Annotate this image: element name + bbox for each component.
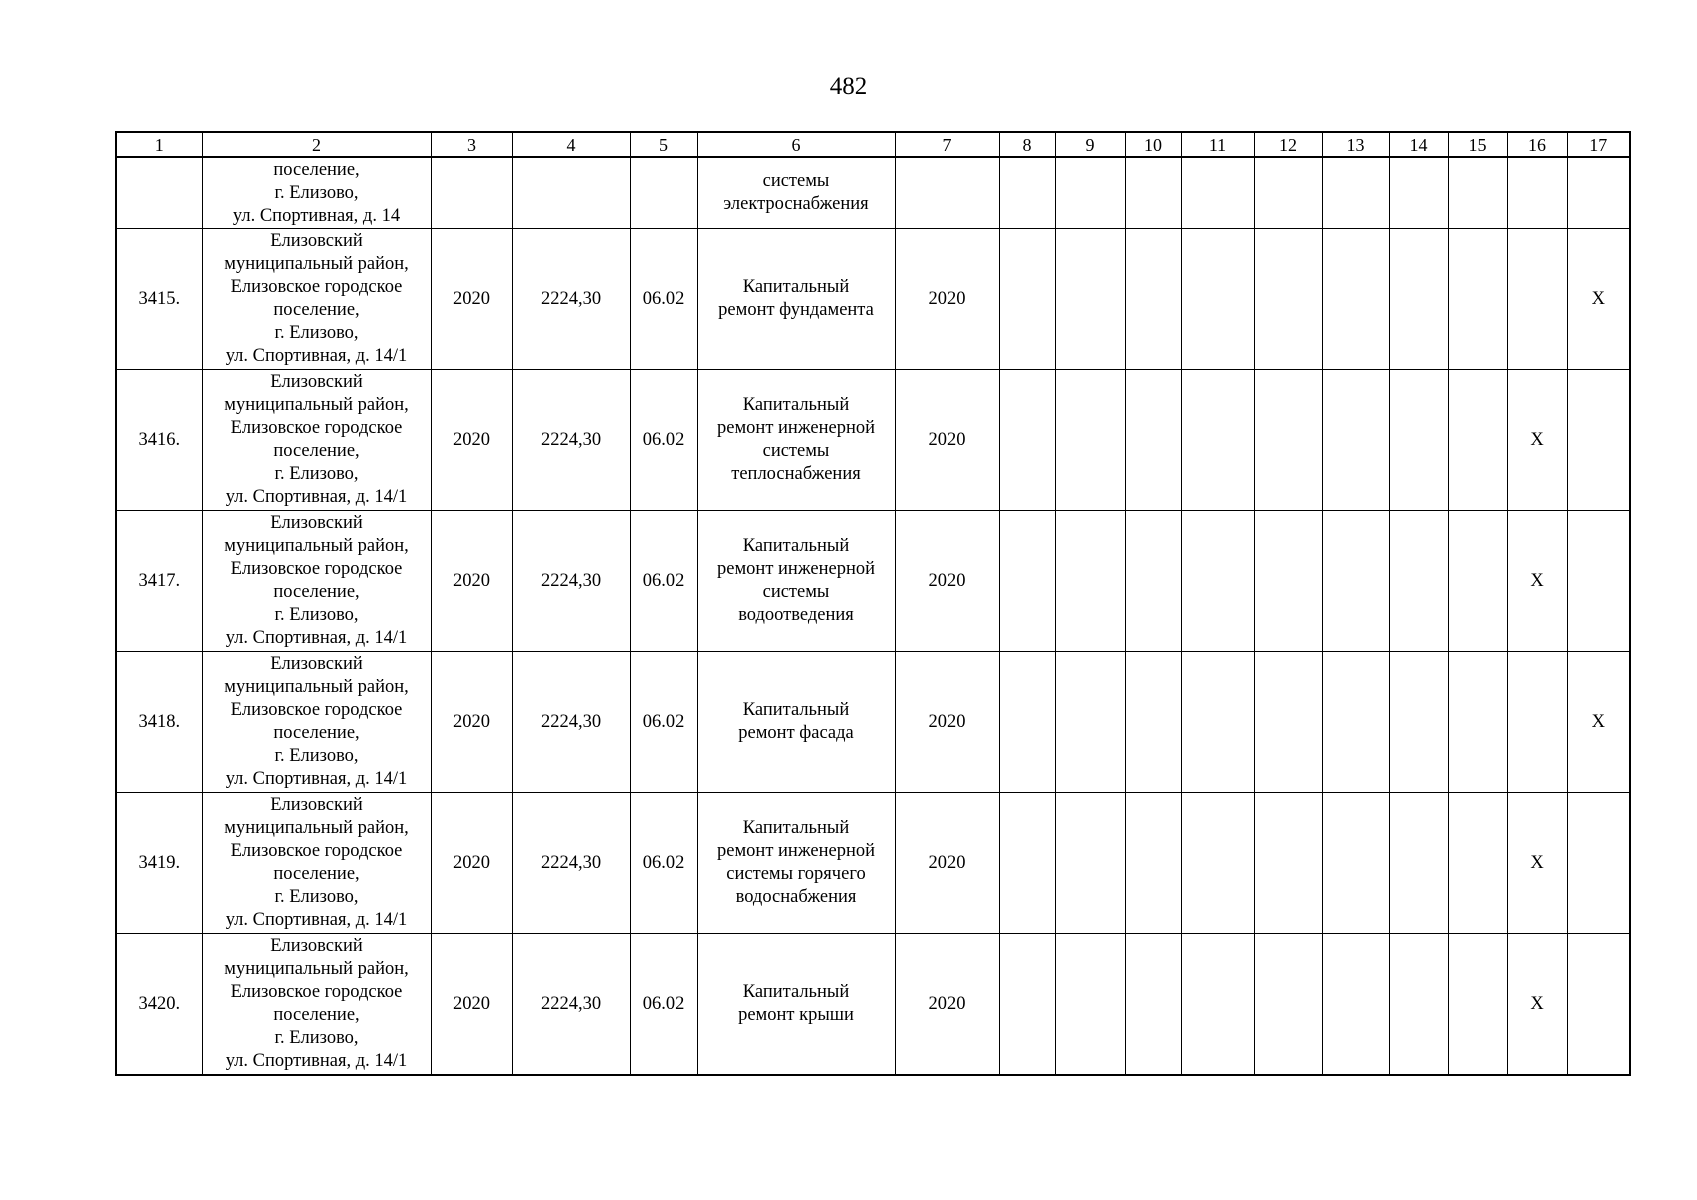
row-number-cell: [116, 157, 202, 229]
empty-cell: [1448, 934, 1507, 1076]
address-cell: Елизовский муниципальный район, Елизовское городское поселение, г. Елизово, ул. Спортивная, д. 14/1: [202, 229, 431, 370]
empty-cell: [999, 793, 1055, 934]
row-number-cell: 3416.: [116, 370, 202, 511]
year-cell: 2020: [431, 934, 512, 1076]
header-cell: 4: [512, 132, 630, 157]
address-cell: поселение, г. Елизово, ул. Спортивная, д. 14: [202, 157, 431, 229]
empty-cell: [1181, 511, 1254, 652]
empty-cell: [1322, 511, 1389, 652]
empty-cell: [1448, 229, 1507, 370]
plan-year-cell: 2020: [895, 511, 999, 652]
row-number-cell: 3418.: [116, 652, 202, 793]
empty-cell: [1389, 370, 1448, 511]
area-cell: 2224,30: [512, 793, 630, 934]
header-cell: 7: [895, 132, 999, 157]
address-cell: Елизовский муниципальный район, Елизовское городское поселение, г. Елизово, ул. Спортивная, д. 14/1: [202, 934, 431, 1076]
empty-cell: [1055, 157, 1125, 229]
continuation-row: [116, 157, 1630, 229]
plan-year-cell: [895, 157, 999, 229]
empty-cell: [1254, 157, 1322, 229]
empty-cell: [999, 157, 1055, 229]
year-cell: [431, 157, 512, 229]
capital-repair-table: [115, 131, 1631, 1076]
empty-cell: [1254, 511, 1322, 652]
empty-cell: [1322, 934, 1389, 1076]
empty-cell: [1389, 793, 1448, 934]
table-row: [116, 229, 1630, 370]
empty-cell: [1055, 934, 1125, 1076]
page-number: 482: [829, 73, 868, 100]
empty-cell: [1448, 370, 1507, 511]
empty-cell: [1322, 793, 1389, 934]
work-cell: Капитальный ремонт крыши: [697, 934, 895, 1076]
empty-cell: [1055, 511, 1125, 652]
mark-16-cell: X: [1507, 793, 1567, 934]
header-cell: 6: [697, 132, 895, 157]
empty-cell: [1055, 652, 1125, 793]
mark-16-cell: X: [1507, 934, 1567, 1076]
empty-cell: [1389, 511, 1448, 652]
plan-year-cell: 2020: [895, 652, 999, 793]
empty-cell: [1181, 229, 1254, 370]
code-cell: 06.02: [630, 370, 697, 511]
address-cell: Елизовский муниципальный район, Елизовское городское поселение, г. Елизово, ул. Спортивная, д. 14/1: [202, 370, 431, 511]
empty-cell: [1254, 793, 1322, 934]
empty-cell: [1055, 229, 1125, 370]
mark-17-cell: X: [1567, 652, 1630, 793]
empty-cell: [1125, 934, 1181, 1076]
area-cell: 2224,30: [512, 652, 630, 793]
row-number-cell: 3420.: [116, 934, 202, 1076]
header-cell: 13: [1322, 132, 1389, 157]
header-cell: 16: [1507, 132, 1567, 157]
empty-cell: [1322, 157, 1389, 229]
empty-cell: [1181, 934, 1254, 1076]
empty-cell: [1254, 229, 1322, 370]
header-cell: 1: [116, 132, 202, 157]
empty-cell: [1389, 229, 1448, 370]
header-cell: 9: [1055, 132, 1125, 157]
area-cell: [512, 157, 630, 229]
work-cell: Капитальный ремонт инженерной системы горячего водоснабжения: [697, 793, 895, 934]
header-cell: 15: [1448, 132, 1507, 157]
header-cell: 11: [1181, 132, 1254, 157]
work-cell: Капитальный ремонт инженерной системы теплоснабжения: [697, 370, 895, 511]
mark-16-cell: [1507, 652, 1567, 793]
code-cell: [630, 157, 697, 229]
empty-cell: [1125, 229, 1181, 370]
empty-cell: [1389, 934, 1448, 1076]
plan-year-cell: 2020: [895, 370, 999, 511]
mark-17-cell: [1567, 511, 1630, 652]
empty-cell: [1181, 157, 1254, 229]
plan-year-cell: 2020: [895, 934, 999, 1076]
empty-cell: [1322, 229, 1389, 370]
work-cell: системы электроснабжения: [697, 157, 895, 229]
empty-cell: [1254, 370, 1322, 511]
work-cell: Капитальный ремонт инженерной системы водоотведения: [697, 511, 895, 652]
header-cell: 3: [431, 132, 512, 157]
code-cell: 06.02: [630, 793, 697, 934]
empty-cell: [1448, 511, 1507, 652]
table-row: [116, 793, 1630, 934]
area-cell: 2224,30: [512, 370, 630, 511]
header-cell: 12: [1254, 132, 1322, 157]
header-cell: 14: [1389, 132, 1448, 157]
mark-16-cell: X: [1507, 511, 1567, 652]
empty-cell: [1254, 652, 1322, 793]
empty-cell: [999, 229, 1055, 370]
year-cell: 2020: [431, 511, 512, 652]
mark-17-cell: [1567, 793, 1630, 934]
row-number-cell: 3415.: [116, 229, 202, 370]
address-cell: Елизовский муниципальный район, Елизовское городское поселение, г. Елизово, ул. Спортивная, д. 14/1: [202, 793, 431, 934]
table-row: [116, 370, 1630, 511]
mark-16-cell: X: [1507, 370, 1567, 511]
empty-cell: [1448, 793, 1507, 934]
area-cell: 2224,30: [512, 511, 630, 652]
empty-cell: [1125, 793, 1181, 934]
empty-cell: [1322, 652, 1389, 793]
plan-year-cell: 2020: [895, 229, 999, 370]
header-cell: 17: [1567, 132, 1630, 157]
row-number-cell: 3417.: [116, 511, 202, 652]
empty-cell: [1181, 370, 1254, 511]
empty-cell: [999, 934, 1055, 1076]
empty-cell: [999, 652, 1055, 793]
empty-cell: [1125, 370, 1181, 511]
empty-cell: [1254, 934, 1322, 1076]
table-row: [116, 511, 1630, 652]
empty-cell: [1055, 370, 1125, 511]
empty-cell: [1181, 793, 1254, 934]
empty-cell: [1322, 370, 1389, 511]
header-cell: 5: [630, 132, 697, 157]
address-cell: Елизовский муниципальный район, Елизовское городское поселение, г. Елизово, ул. Спортивная, д. 14/1: [202, 511, 431, 652]
empty-cell: [1125, 511, 1181, 652]
year-cell: 2020: [431, 229, 512, 370]
empty-cell: [1448, 157, 1507, 229]
code-cell: 06.02: [630, 934, 697, 1076]
year-cell: 2020: [431, 370, 512, 511]
empty-cell: [1055, 793, 1125, 934]
empty-cell: [1181, 652, 1254, 793]
empty-cell: [999, 370, 1055, 511]
plan-year-cell: 2020: [895, 793, 999, 934]
mark-16-cell: [1507, 229, 1567, 370]
code-cell: 06.02: [630, 511, 697, 652]
address-cell: Елизовский муниципальный район, Елизовское городское поселение, г. Елизово, ул. Спортивная, д. 14/1: [202, 652, 431, 793]
code-cell: 06.02: [630, 229, 697, 370]
mark-17-cell: [1567, 934, 1630, 1076]
empty-cell: [1389, 652, 1448, 793]
header-cell: 8: [999, 132, 1055, 157]
mark-16-cell: [1507, 157, 1567, 229]
mark-17-cell: X: [1567, 229, 1630, 370]
mark-17-cell: [1567, 157, 1630, 229]
header-cell: 10: [1125, 132, 1181, 157]
work-cell: Капитальный ремонт фундамента: [697, 229, 895, 370]
year-cell: 2020: [431, 793, 512, 934]
table-row: [116, 934, 1630, 1076]
row-number-cell: 3419.: [116, 793, 202, 934]
table-row: [116, 652, 1630, 793]
empty-cell: [1125, 652, 1181, 793]
empty-cell: [1125, 157, 1181, 229]
empty-cell: [1389, 157, 1448, 229]
mark-17-cell: [1567, 370, 1630, 511]
area-cell: 2224,30: [512, 229, 630, 370]
header-cell: 2: [202, 132, 431, 157]
empty-cell: [999, 511, 1055, 652]
empty-cell: [1448, 652, 1507, 793]
year-cell: 2020: [431, 652, 512, 793]
work-cell: Капитальный ремонт фасада: [697, 652, 895, 793]
area-cell: 2224,30: [512, 934, 630, 1076]
code-cell: 06.02: [630, 652, 697, 793]
column-number-header: [116, 132, 1630, 157]
